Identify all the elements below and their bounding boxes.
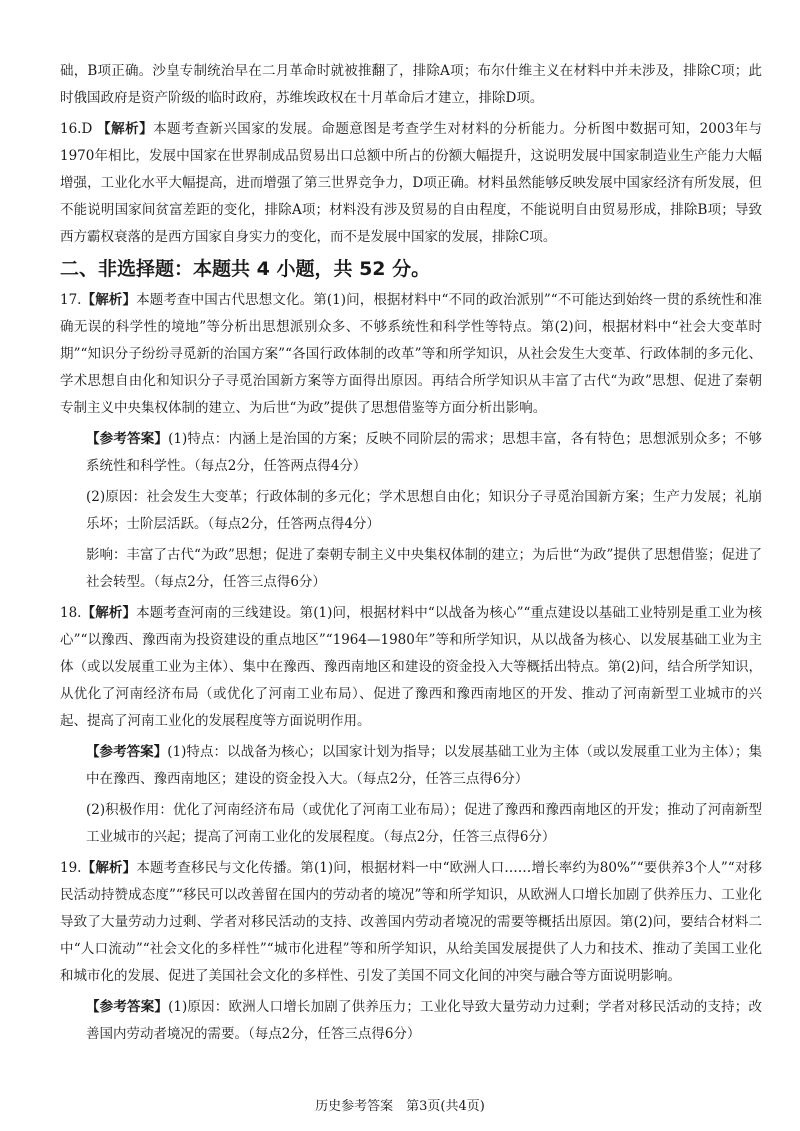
q19-analysis-text: 本题考查移民与文化传播。第(1)问，根据材料一中“欧洲人口……增长率约为80%”“要供养3个人”“对移民活动持赞成态度”“移民可以改善留在国内的劳动者的境况”等和所学知识，从欧洲人口增长加剧了供养压力、工业化导致了大量劳动力过剩、学者对移民活动的支持、改善国内劳动者境况的需要等概括出原因。第(2)问，要结合材料二中“人口流动”“社会文化的多样性”“城市化进程”等和所学知识，从给美国发展提供了人力和技术、推动了美国工业化和城市化的发展、促进了美国社会文化的多样性、引发了美国不同文化间的冲突与融合等方面说明影响。 — [60, 860, 762, 984]
q18-answer-2: (2)积极作用：优化了河南经济布局（或优化了河南工业布局）；促进了豫西和豫西南地区的开发；推动了河南新型工业城市的兴起；提高了河南工业化的发展程度。（每点2分，任答三点得6分） — [86, 802, 762, 845]
q18-number: 18. — [60, 605, 82, 621]
q19-answer-1-text: (1)原因：欧洲人口增长加剧了供养压力；工业化导致大量劳动力过剩；学者对移民活动的支持；改善国内劳动者境况的需要。（每点2分，任答三点得6分） — [86, 999, 762, 1042]
q17-answer-3: 影响：丰富了古代“为政”思想；促进了秦朝专制主义中央集权体制的建立；为后世“为政”提供了思想借鉴；促进了社会转型。（每点2分，任答三点得6分） — [86, 547, 762, 590]
section-title: 二、非选择题：本题共 4 小题，共 52 分。 — [60, 258, 431, 280]
q17-analysis-text: 本题考查中国古代思想文化。第(1)问，根据材料中“不同的政治派别”“不可能达到始终一贯的系统性和准确无误的科学性的境地”等分析出思想派别众多、不够系统性和科学性等特点。第(2)问，根据材料中“社会大变革时期”“知识分子纷纷寻觅新的治国方案”“各国行政体制的改革”等和所学知识，从社会发生大变革、行政体制的多元化、学术思想自由化和知识分子寻觅治国新方案等方面得出原因。再结合所学知识从丰富了古代“为政”思想、促进了秦朝专制主义中央集权体制的建立、为后世“为政”提供了思想借鉴等方面分析出影响。 — [60, 292, 763, 416]
q19-answer-1 — [60, 994, 762, 1048]
q17-answer-2: (2)原因：社会发生大变革；行政体制的多元化；学术思想自由化；知识分子寻觅治国新方案；生产力发展；礼崩乐坏；士阶层活跃。（每点2分，任答两点得4分） — [86, 489, 762, 532]
q15-continuation: 础，B项正确。沙皇专制统治早在二月革命时就被推翻了，排除A项；布尔什维主义在材料中并未涉及，排除C项；此时俄国政府是资产阶级的临时政府，苏维埃政权在十月革命后才建立，排除D项。 — [60, 63, 762, 106]
q18-analysis-text: 本题考查河南的三线建设。第(1)问，根据材料中“以战备为核心”“重点建设以基础工业特别是重工业为核心”“以豫西、豫西南为投资建设的重点地区”“1964—1980年”等和所学知识，从以战备为核心、以发展基础工业为主体（或以发展重工业为主体）、集中在豫西、豫西南地区和建设的资金投入大等概括出特点。第(2)问，结合所学知识，从优化了河南经济布局（或优化了河南工业布局）、促进了豫西和豫西南地区的开发、推动了河南新型工业城市的兴起、提高了河南工业化的发展程度等方面说明作用。 — [60, 605, 763, 729]
q16-analysis-tag: 【解析】 — [97, 121, 154, 137]
q17-analysis-tag: 【解析】 — [81, 292, 137, 308]
q17-answer-tag: 【参考答案】 — [86, 431, 169, 447]
q17-answer-1 — [60, 426, 762, 480]
q18-analysis-tag: 【解析】 — [81, 605, 137, 621]
q18-answer-1 — [60, 739, 762, 793]
q19-analysis — [60, 855, 762, 990]
q17-answer-1-text: (1)特点：内涵上是治国的方案；反映不同阶层的需求；思想丰富，各有特色；思想派别众多；不够系统性和科学性。（每点2分，任答两点得4分） — [86, 431, 762, 474]
q17-analysis — [60, 287, 762, 422]
q19-answer-tag: 【参考答案】 — [86, 999, 169, 1015]
q17-number: 17. — [60, 292, 82, 308]
q18-answer-tag: 【参考答案】 — [86, 744, 168, 760]
q19-analysis-tag: 【解析】 — [81, 860, 137, 876]
q19-number: 19. — [60, 860, 82, 876]
q16-analysis — [60, 116, 762, 251]
q16-analysis-text: 本题考查新兴国家的发展。命题意图是考查学生对材料的分析能力。分析图中数据可知，2003年与1970年相比，发展中国家在世界制成品贸易出口总额中所占的份额大幅提升，这说明发展中国家制造业生产能力大幅增强，工业化水平大幅提高，进而增强了第三世界竞争力，D项正确。材料虽然能够反映发展中国家经济有所发展，但不能说明国家间贫富差距的变化，排除A项；材料没有涉及贸易的自由程度，不能说明自由贸易形成，排除B项；导致西方霸权衰落的是西方国家自身实力的变化，而不是发展中国家的发展，排除C项。 — [60, 121, 763, 245]
page-footer: 历史参考答案 第3页(共4页) — [315, 1099, 485, 1114]
q18-analysis — [60, 600, 762, 735]
q18-answer-1-text: (1)特点：以战备为核心；以国家计划为指导；以发展基础工业为主体（或以发展重工业为主体）；集中在豫西、豫西南地区；建设的资金投入大。（每点2分，任答三点得6分） — [86, 744, 763, 787]
q16-number: 16.D — [60, 121, 93, 137]
